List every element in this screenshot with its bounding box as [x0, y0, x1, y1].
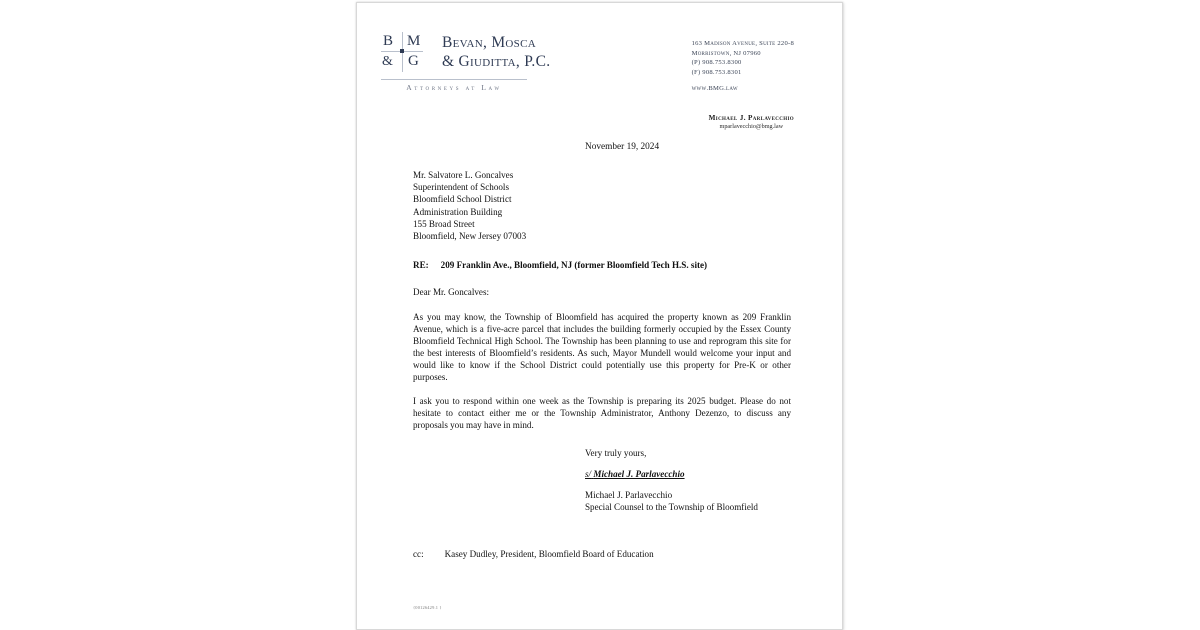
recipient-line: Bloomfield, New Jersey 07003: [413, 230, 527, 241]
firm-logo: [381, 31, 551, 92]
address-street: 163 Madison Avenue, Suite 220-8: [691, 40, 794, 47]
closing-salutation: Very truly yours,: [585, 447, 647, 458]
subject-text: 209 Franklin Ave., Bloomfield, NJ (former Bloomfield Tech H.S. site): [440, 259, 708, 270]
signature-name: Michael J. Parlavecchio: [593, 468, 685, 479]
cc-label: cc:: [413, 548, 424, 559]
firm-tagline: Attorneys at Law: [406, 83, 502, 92]
recipient-line: Superintendent of Schools: [413, 182, 509, 193]
monogram-icon: [381, 31, 425, 73]
firm-name-line-1: Bevan, Mosca: [442, 33, 536, 51]
attorney-contact-block: [709, 114, 794, 130]
attorney-email[interactable]: mparlavecchio@bmg.law: [719, 123, 784, 130]
signer-title: Special Counsel to the Township of Bloomfield: [585, 501, 758, 512]
monogram-center-dot: [400, 49, 404, 53]
address-phone: (P) 908.753.8300: [691, 59, 742, 67]
monogram-ampersand: &: [382, 54, 394, 69]
subject-label: RE:: [413, 259, 429, 270]
letter-body: [413, 141, 791, 560]
subject-line: [413, 259, 791, 271]
recipient-line: 155 Broad Street: [413, 218, 475, 229]
signature-line: [585, 468, 685, 480]
body-paragraph-1: As you may know, the Township of Bloomfield has acquired the property known as 209 Franklin Avenue, which is a five-acre parcel that includes the building formerly occupied by the Essex County Bloomfield Technical High School. The Township has been planning to use and reprogram this site for the best interests of Bloomfield’s residents. As such, Mayor Mundell would welcome your input and would like to know if the School District could potentially use this property for Pre-K or other purposes.: [413, 311, 791, 382]
monogram-letter-b: B: [383, 33, 394, 49]
cc-block: [413, 548, 791, 560]
firm-name: [442, 31, 550, 73]
document-id-footer: {00126429.1 }: [413, 605, 442, 610]
monogram-letter-g: G: [408, 53, 420, 69]
recipient-line: Administration Building: [413, 206, 503, 217]
firm-address-block: [692, 39, 794, 94]
letter-page: [356, 2, 843, 630]
address-fax: (F) 908.753.8301: [691, 68, 742, 76]
letter-date: November 19, 2024: [585, 142, 660, 152]
attorney-name: Michael J. Parlavecchio: [708, 114, 794, 122]
cc-recipients: Kasey Dudley, President, Bloomfield Board of Education: [444, 548, 654, 559]
logo-row: [381, 31, 551, 73]
closing-block: [413, 447, 791, 513]
monogram-letter-m: M: [407, 33, 421, 49]
letterhead: [357, 3, 842, 130]
address-city-state-zip: Morristown, NJ 07960: [691, 49, 761, 57]
firm-name-line-2: & Giuditta, P.C.: [442, 53, 551, 70]
recipient-address-block: [413, 169, 791, 242]
signature-prefix: s/: [585, 468, 592, 479]
recipient-line: Mr. Salvatore L. Goncalves: [413, 170, 514, 181]
body-paragraph-2: I ask you to respond within one week as the Township is preparing its 2025 budget. Please do not hesitate to contact either me or the Township Administrator, Anthony Dezenzo, to discuss any proposals you may have in mind.: [413, 395, 791, 430]
recipient-line: Bloomfield School District: [413, 194, 512, 205]
salutation: Dear Mr. Goncalves:: [413, 286, 490, 297]
address-website[interactable]: www.BMG.law: [691, 85, 738, 93]
signer-name: Michael J. Parlavecchio: [585, 489, 673, 500]
tagline-rule: [381, 79, 527, 80]
